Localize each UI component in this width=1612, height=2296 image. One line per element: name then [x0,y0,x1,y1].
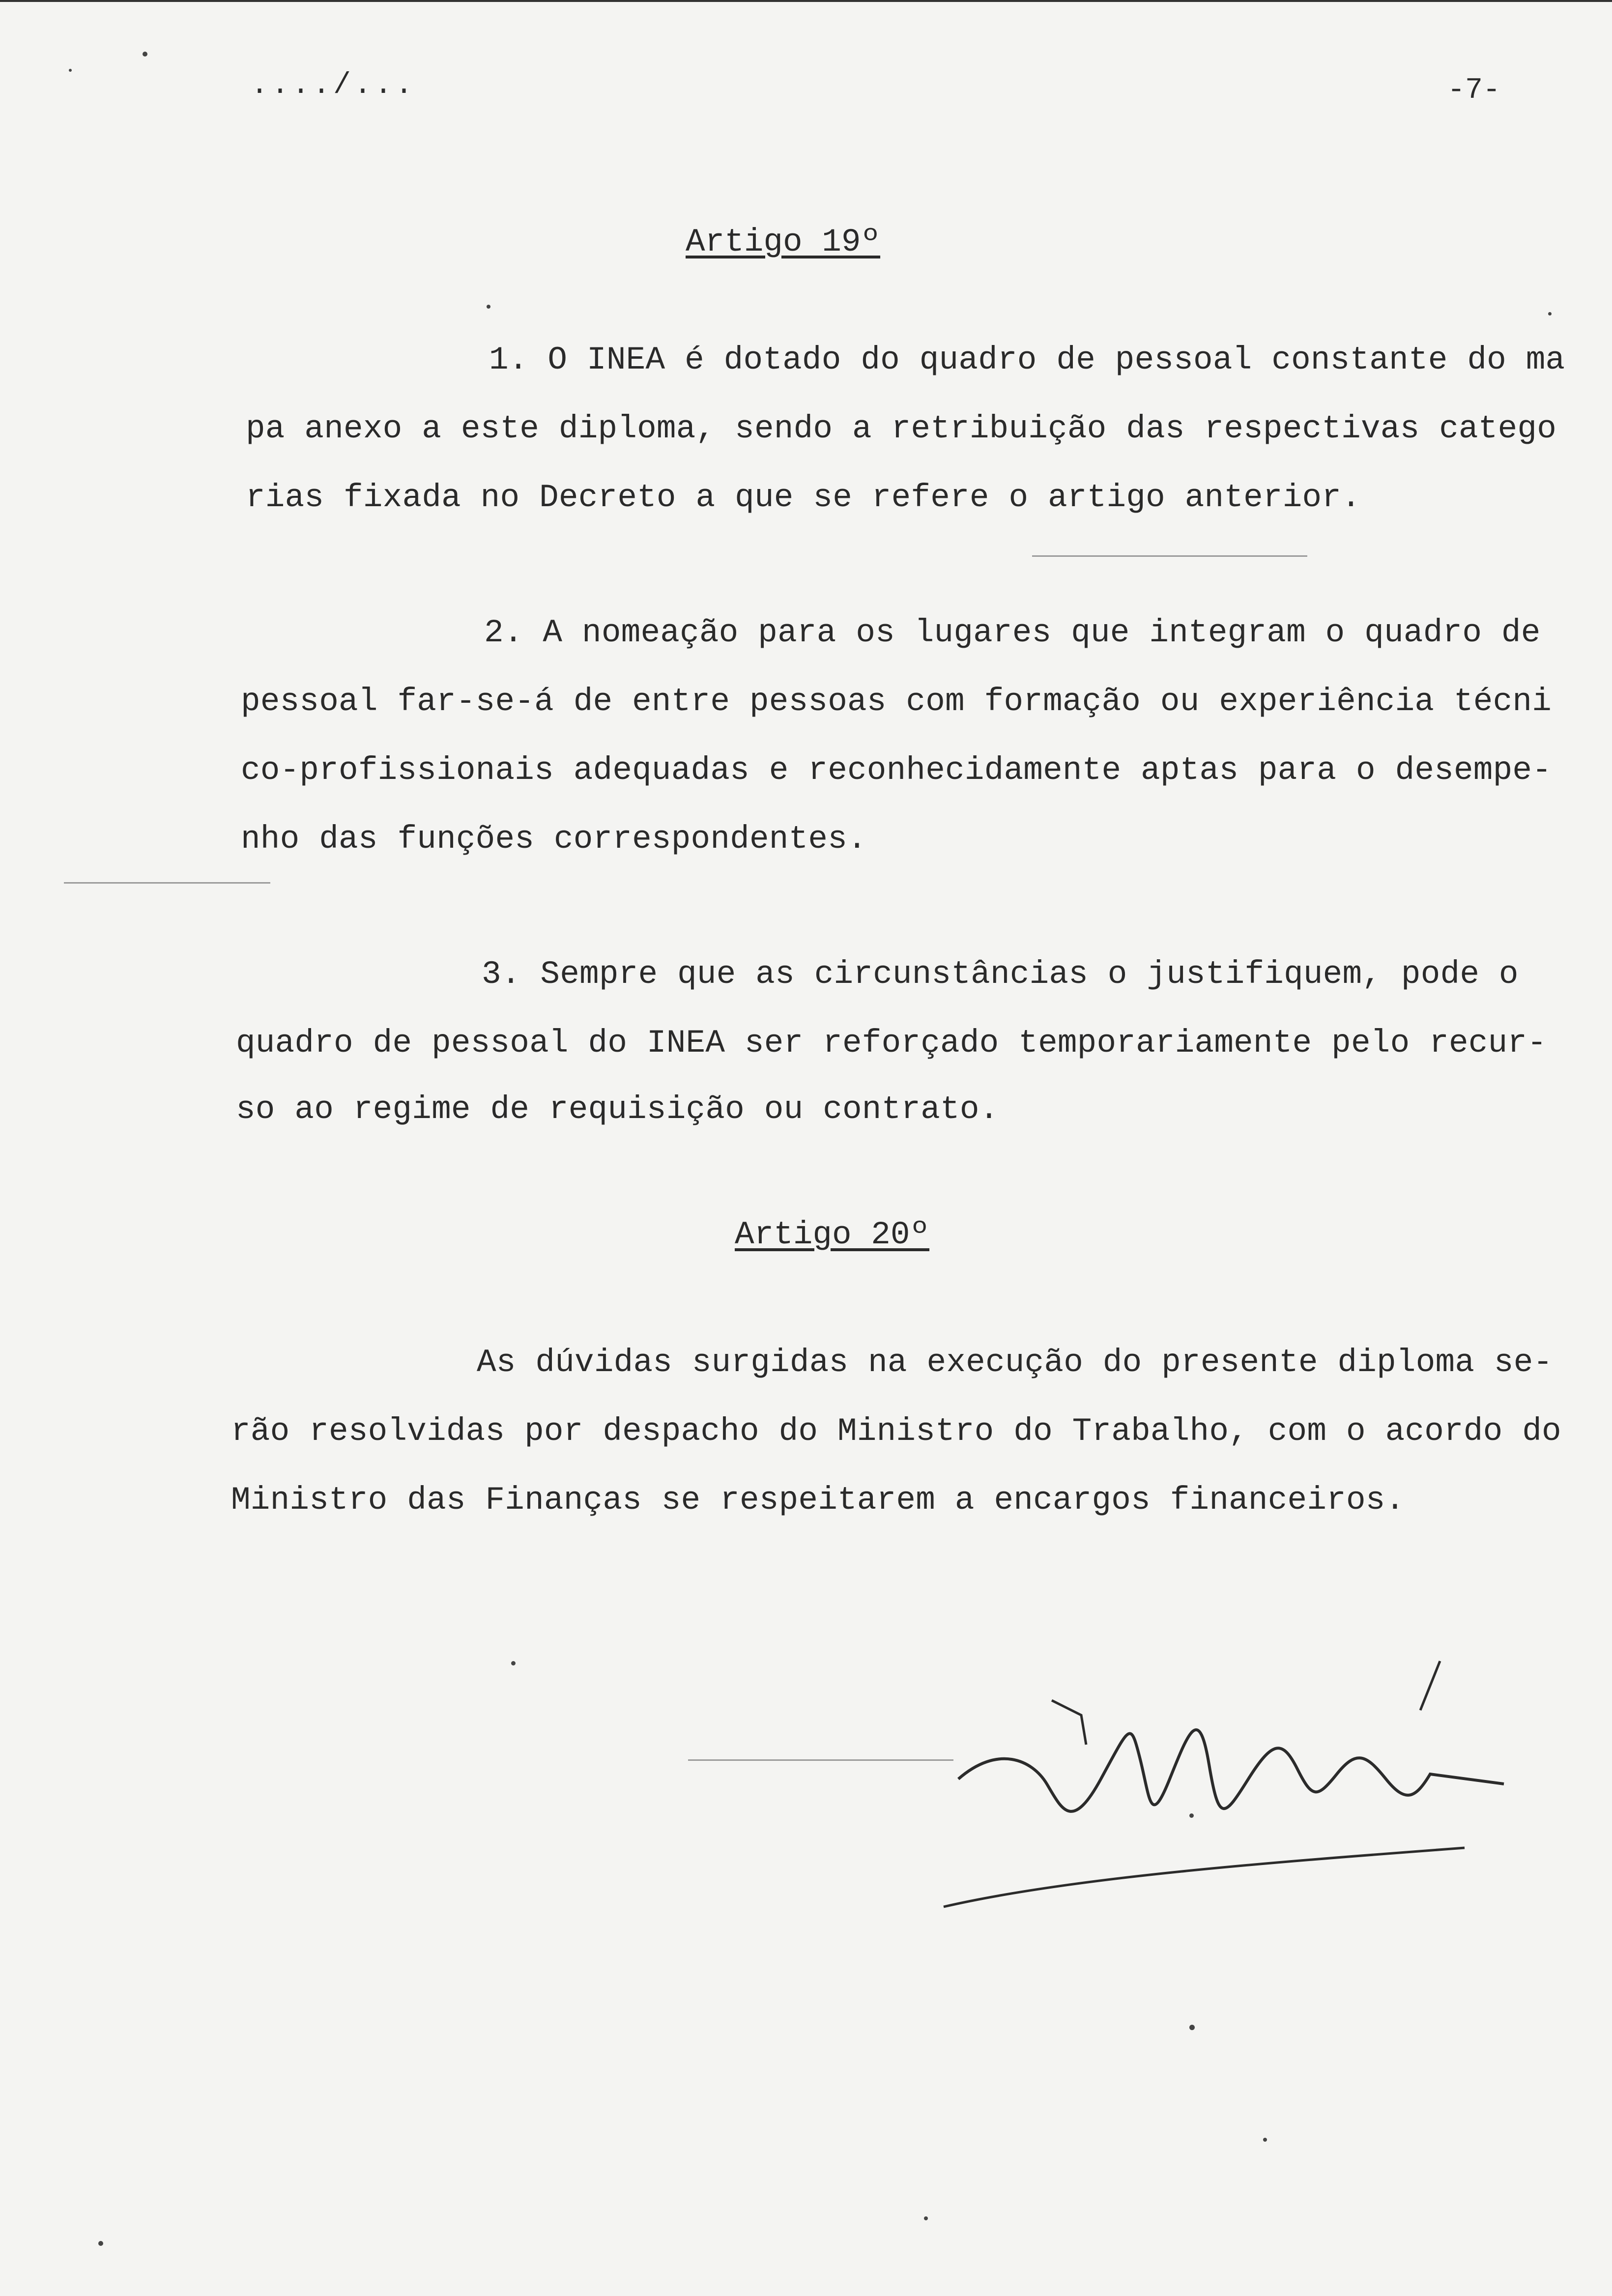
article-19-line: nho das funções correspondentes. [241,821,867,858]
article-19-line: so ao regime de requisição ou contrato. [236,1091,999,1128]
scan-streak [64,882,270,884]
scan-speck [143,52,147,57]
article-19-line: 1. O INEA é dotado do quadro de pessoal constante do ma [489,342,1565,378]
continuation-mark: ..../... [251,69,416,102]
article-20-heading: Artigo 20º [735,1216,930,1253]
article-19-line: co-profissionais adequadas e reconhecidamente aptas para o desempe- [241,752,1552,789]
article-19-heading: Artigo 19º [686,224,881,260]
article-19-line: quadro de pessoal do INEA ser reforçado temporariamente pelo recur- [236,1025,1547,1062]
scan-streak [1032,555,1307,557]
article-19-line: 2. A nomeação para os lugares que integram o quadro de [484,614,1541,651]
article-20-line: As dúvidas surgidas na execução do presente diploma se- [477,1344,1553,1381]
article-19-line: pessoal far-se-á de entre pessoas com formação ou experiência técni [241,683,1552,720]
scan-speck [924,2216,928,2220]
scan-speck [511,1661,516,1665]
scan-speck [69,69,72,72]
article-20-line: rão resolvidas por despacho do Ministro do Trabalho, com o acordo do [231,1413,1561,1450]
scan-streak [688,1759,953,1761]
article-19-line: rias fixada no Decreto a que se refere o artigo anterior. [246,479,1361,516]
scan-speck [1263,2138,1267,2142]
article-20-line: Ministro das Finanças se respeitarem a encargos financeiros. [231,1482,1405,1519]
scan-speck [98,2241,103,2246]
article-19-line: pa anexo a este diploma, sendo a retribuição das respectivas catego [246,410,1557,447]
page-number: -7- [1447,74,1501,107]
scan-speck [1548,312,1552,316]
scan-speck [1189,2025,1195,2030]
handwritten-signature [924,1632,1533,1976]
top-border [0,0,1612,2]
article-19-line: 3. Sempre que as circunstâncias o justifiquem, pode o [482,956,1519,993]
scan-speck [487,305,490,309]
